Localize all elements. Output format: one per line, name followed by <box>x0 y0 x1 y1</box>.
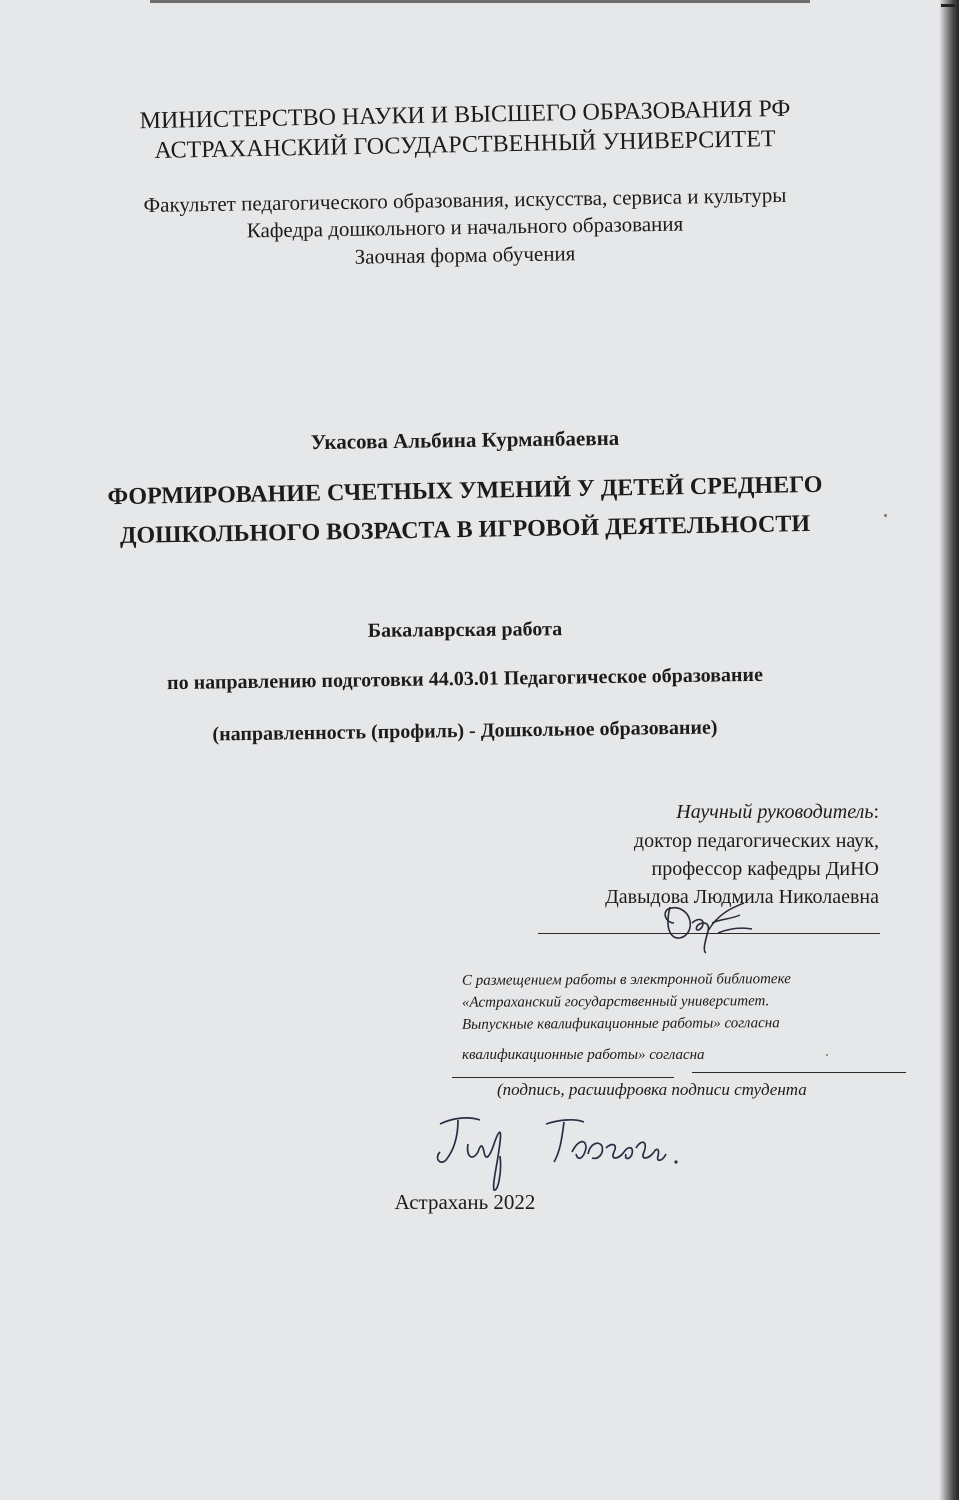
supervisor-signature <box>648 893 768 955</box>
department-line: Кафедра дошкольного и начального образования <box>246 211 684 243</box>
scan-mark <box>941 4 955 7</box>
consent-line-4: квалификационные работы» согласна <box>462 1047 705 1063</box>
supervisor-name: Давыдова Людмила Николаевна <box>605 886 879 908</box>
consent-line-3: Выпускные квалификационные работы» согласна <box>461 1015 780 1033</box>
author-name: Укасова Альбина Курманбаевна <box>310 425 620 455</box>
scan-speck <box>826 1054 828 1056</box>
ministry-heading: МИНИСТЕРСТВО НАУКИ И ВЫСШЕГО ОБРАЗОВАНИЯ РФ <box>139 95 791 135</box>
supervisor-label-colon: : <box>873 801 879 823</box>
study-profile: (направленность (профиль) - Дошкольное образование) <box>212 716 718 746</box>
scan-edge-top <box>150 0 810 3</box>
student-signature-line-left <box>452 1077 674 1078</box>
student-signature-caption: (подпись, расшифровка подписи студента <box>497 1080 807 1099</box>
scan-edge-right <box>939 0 959 1500</box>
student-signature-line-right <box>692 1072 906 1073</box>
study-direction: по направлению подготовки 44.03.01 Педагогическое образование <box>166 663 764 695</box>
supervisor-label <box>676 801 879 824</box>
student-signature <box>428 1112 698 1194</box>
university-heading: АСТРАХАНСКИЙ ГОСУДАРСТВЕННЫЙ УНИВЕРСИТЕТ <box>154 126 776 164</box>
study-form-line: Заочная форма обучения <box>354 241 576 269</box>
supervisor-label-text: Научный руководитель <box>676 801 874 823</box>
supervisor-degree: доктор педагогических наук, <box>633 830 879 852</box>
city-year: Астрахань 2022 <box>394 1190 536 1214</box>
scan-speck <box>884 514 887 517</box>
thesis-title-line-1: ФОРМИРОВАНИЕ СЧЕТНЫХ УМЕНИЙ У ДЕТЕЙ СРЕДНЕГО <box>107 471 823 511</box>
consent-line-1: С размещением работы в электронной библиотеке <box>461 971 791 989</box>
consent-line-2: «Астраханский государственный университет. <box>461 993 770 1011</box>
faculty-line: Факультет педагогического образования, искусства, сервиса и культуры <box>143 182 787 218</box>
supervisor-position: профессор кафедры ДиНО <box>651 858 879 880</box>
supervisor-signature-line <box>538 933 880 934</box>
work-type: Бакалаврская работа <box>367 618 563 642</box>
thesis-title-line-2: ДОШКОЛЬНОГО ВОЗРАСТА В ИГРОВОЙ ДЕЯТЕЛЬНОСТИ <box>119 510 811 550</box>
